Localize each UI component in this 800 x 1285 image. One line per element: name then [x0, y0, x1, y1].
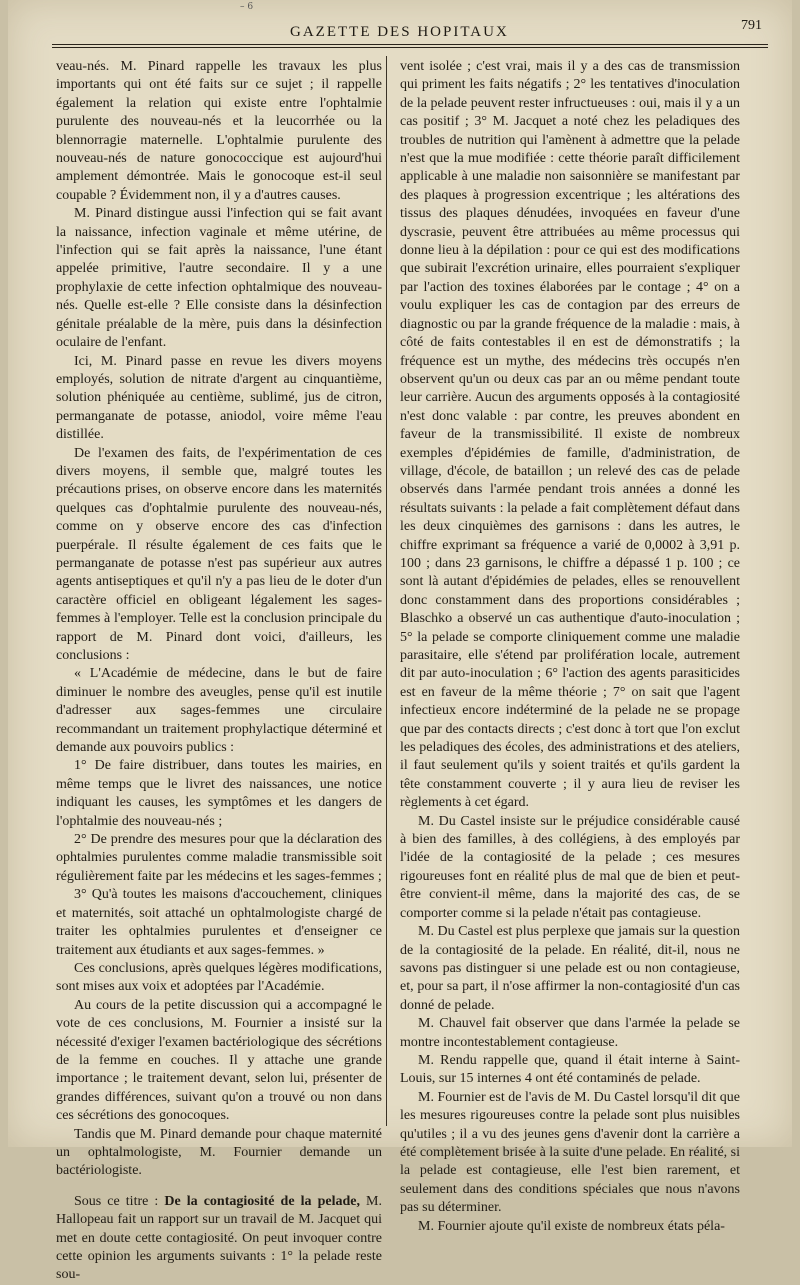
section-intro: Sous ce titre : [74, 1193, 165, 1209]
section-paragraph [56, 1193, 382, 1285]
paragraph: M. Fournier ajoute qu'il existe de nombreux états péla- [418, 1218, 725, 1234]
conclusion-item: 3° Qu'à toutes les maisons d'accouchement, cliniques et maternités, soit attaché un ophtalmologiste chargé de traiter les ophtalmies purulentes et d'enseigner ce traitement aux étudiants et aux sages-femmes. » [56, 887, 382, 958]
paragraph: De l'examen des faits, de l'expérimentation de ces divers moyens, il semble que, malgré toutes les précautions prises, on observe encore dans les maternités quelques cas d'ophtalmie purulente des nouveau-nés, comme on y observe encore des cas d'infection puerpérale. Il résulte également de ces faits que le permanganate de potasse n'est pas supérieur aux autres agents antiseptiques et qu'il n'y a pas lieu de le doter d'un caractère officiel en obligeant légalement les sages-femmes à l'employer. Telle est la conclusion principale du rapport de M. Pinard dont voici, d'ailleurs, les conclusions : [56, 445, 382, 663]
paragraph: M. Pinard distingue aussi l'infection qui se fait avant la naissance, infection vaginale et même utérine, de l'infection qui se fait après la naissance, l'une étant appelée primitive, l'autre secondaire. Il y a une prophylaxie de cette infection ophtalmique des nouveau-nés. Quelle est-elle ? Elle consiste dans la désinfection génitale préalable de la mère, puis dans la désinfection oculaire de l'enfant. [56, 206, 382, 351]
journal-title: GAZETTE DES HOPITAUX [290, 24, 509, 40]
conclusion-item: 1° De faire distribuer, dans toutes les mairies, en même temps que le livret des naissances, une notice indiquant les causes, les symptômes et les dangers de l'ophtalmie des nouveau-nés ; [56, 758, 382, 829]
right-column [400, 58, 740, 1234]
paragraph: vent isolée ; c'est vrai, mais il y a des cas de transmission qui priment les faits négatifs ; 2° les tentatives d'inoculation de la pelade peuvent rester infructueuses : oui, mais il y a un cas positif ; 3° M. Jacquet a noté chez les peladiques des troubles de nutrition qui l'amènent à admettre que la pelade n'est que la mue modifiée : cette théorie paraît difficilement applicable à une maladie non saisonnière se manifestant par des plaques à progression excentrique ; les altérations des tissus des plaques dénudées, invoquées en faveur d'une dyscrasie, peuvent être attribuées au même processus qui donne lieu à la dépilation : pour ce qui est des modifications que subirait l'excrétion urinaire, elles pourraient s'expliquer par l'action des toxines élaborées par le contage ; 4° on a voulu expliquer les cas de contagion par des erreurs de diagnostic ou par la grande fréquence de la maladie : mais, à côté de faits contestables il en est de démonstratifs ; la fréquence est un mythe, des médecins très occupés n'en observent qu'un ou deux cas par an ou même pendant toute leur carrière. Aucun des arguments opposés à la contagiosité n'est donc valable : par contre, les preuves abondent en faveur de la transmissibilité. Il existe de nombreux exemples d'épidémies de famille, d'administration, de village, d'école, de bataillon ; un relevé des cas de pelade observés dans l'armée pendant trois années a donné les résultats suivants : la pelade a fait complètement défaut dans les deux cinquièmes des garnisons : dans les autres, le chiffre exprimant sa fréquence a varié de 0,0002 à 3,91 p. 100 ; dans 23 garnisons, le chiffre a dépassé 1 p. 100 ; ce sont là autant d'épidémies de pelades, elles se renouvellent donc constamment dans des proportions considérables ; Blaschko a observé un cas authentique d'auto-inoculation ; 5° la pelade se comporte cliniquement comme une maladie parasitaire, elle s'étend par prolifération locale, autrement dit par auto-inoculation ; 6° l'action des agents parasiticides est en faveur de la même théorie ; 7° on sait que l'agent infectieux encore indéterminé de la pelade ne se propage que par des contacts directs ; c'est donc à tort que l'on exclut les peladiques des écoles, des administrations et des ateliers, il faut seulement qu'ils y soient traités et qu'ils gardent la tête constamment couverte ; il y aura lieu de reviser les règlements à cet égard. [400, 59, 740, 811]
paragraph: M. Chauvel fait observer que dans l'armée la pelade se montre incontestablement contagieuse. [400, 1016, 740, 1050]
left-column [56, 58, 382, 1283]
header-rule-double [52, 47, 768, 48]
paragraph: Tandis que M. Pinard demande pour chaque maternité un ophtalmologiste, M. Fournier demande un bactériologiste. [56, 1126, 382, 1179]
newspaper-page [8, 0, 792, 1283]
paragraph: veau-nés. M. Pinard rappelle les travaux les plus importants qui ont été faits sur ce sujet ; il rappelle également la relation qui existe entre l'ophtalmie purulente des nouveau-nés et la leucorrhée ou la blennorragie maternelle. L'ophtalmie purulente des nouveau-nés de nature gonococcique est aujourd'hui amplement démontrée. Mais le gonocoque est-il seul coupable ? Évidemment non, il y a d'autres causes. [56, 59, 382, 203]
page-number: 791 [741, 18, 762, 33]
quote-paragraph: « L'Académie de médecine, dans le but de faire diminuer le nombre des aveugles, pense qu'il est inutile d'adresser aux sages-femmes une circulaire recommandant un traitement prophylactique déterminé et demande aux pouvoirs publics : [56, 666, 382, 756]
paragraph: Ici, M. Pinard passe en revue les divers moyens employés, solution de nitrate d'argent au cinquantième, solution phéniquée au centième, sublimé, jus de citron, permanganate de potasse, aniodol, voire même l'eau distillée. [56, 353, 382, 443]
paragraph: Ces conclusions, après quelques légères modifications, sont mises aux voix et adoptées par l'Académie. [56, 960, 382, 995]
page-mark: – 6 [240, 2, 254, 12]
paragraph: M. Fournier est de l'avis de M. Du Castel lorsqu'il dit que les mesures rigoureuses contre la pelade sont plus nuisibles qu'utiles ; il a vu des jeunes gens d'avenir dont la carrière a été complètement brisée à la suite d'une pelade. En réalité, si la pelade est contagieuse, elle l'est bien rarement, et seulement dans des conditions spéciales que nous n'avons pas su déterminer. [400, 1089, 740, 1216]
section-title: De la contagiosité de la pelade, [164, 1193, 360, 1209]
section-text: M. Hallopeau fait un rapport sur un travail de M. Jacquet qui met en doute cette contagiosité. On peut invoquer contre cette opinion les arguments suivants : 1° la pelade reste sou- [56, 1193, 382, 1283]
paragraph: Au cours de la petite discussion qui a accompagné le vote de ces conclusions, M. Fournier a insisté sur la nécessité d'exiger l'examen bactériologique des sécrétions de la femme en couches. Il y attache une grande importance ; le traitement devant, selon lui, présenter de grandes différences, suivant qu'on a trouvé ou non dans ces sécrétions des gonocoques. [56, 997, 382, 1124]
header-rule [52, 44, 768, 45]
paragraph: M. Du Castel insiste sur le préjudice considérable causé à bien des familles, à des collégiens, à des employés par l'idée de la contagiosité de la pelade ; ces mesures rigoureuses font en réalité plus de mal que de bien et peut-être convient-il même, dans la majorité des cas, de se comporter comme si la pelade n'était pas contagieuse. [400, 813, 740, 921]
conclusion-item: 2° De prendre des mesures pour que la déclaration des ophtalmies purulentes comme maladie transmissible soit régulièrement faite par les médecins et les sages-femmes ; [56, 832, 382, 884]
column-divider [386, 56, 387, 1126]
paragraph: M. Du Castel est plus perplexe que jamais sur la question de la contagiosité de la pelade. En réalité, dit-il, nous ne savons pas distinguer si une pelade est ou non contagieuse, et, pour sa part, il n'ose affirmer la non-contagiosité d'un cas donné de pelade. [400, 924, 740, 1013]
paragraph: M. Rendu rappelle que, quand il était interne à Saint-Louis, sur 15 internes 4 ont été contaminés de pelade. [400, 1052, 740, 1087]
